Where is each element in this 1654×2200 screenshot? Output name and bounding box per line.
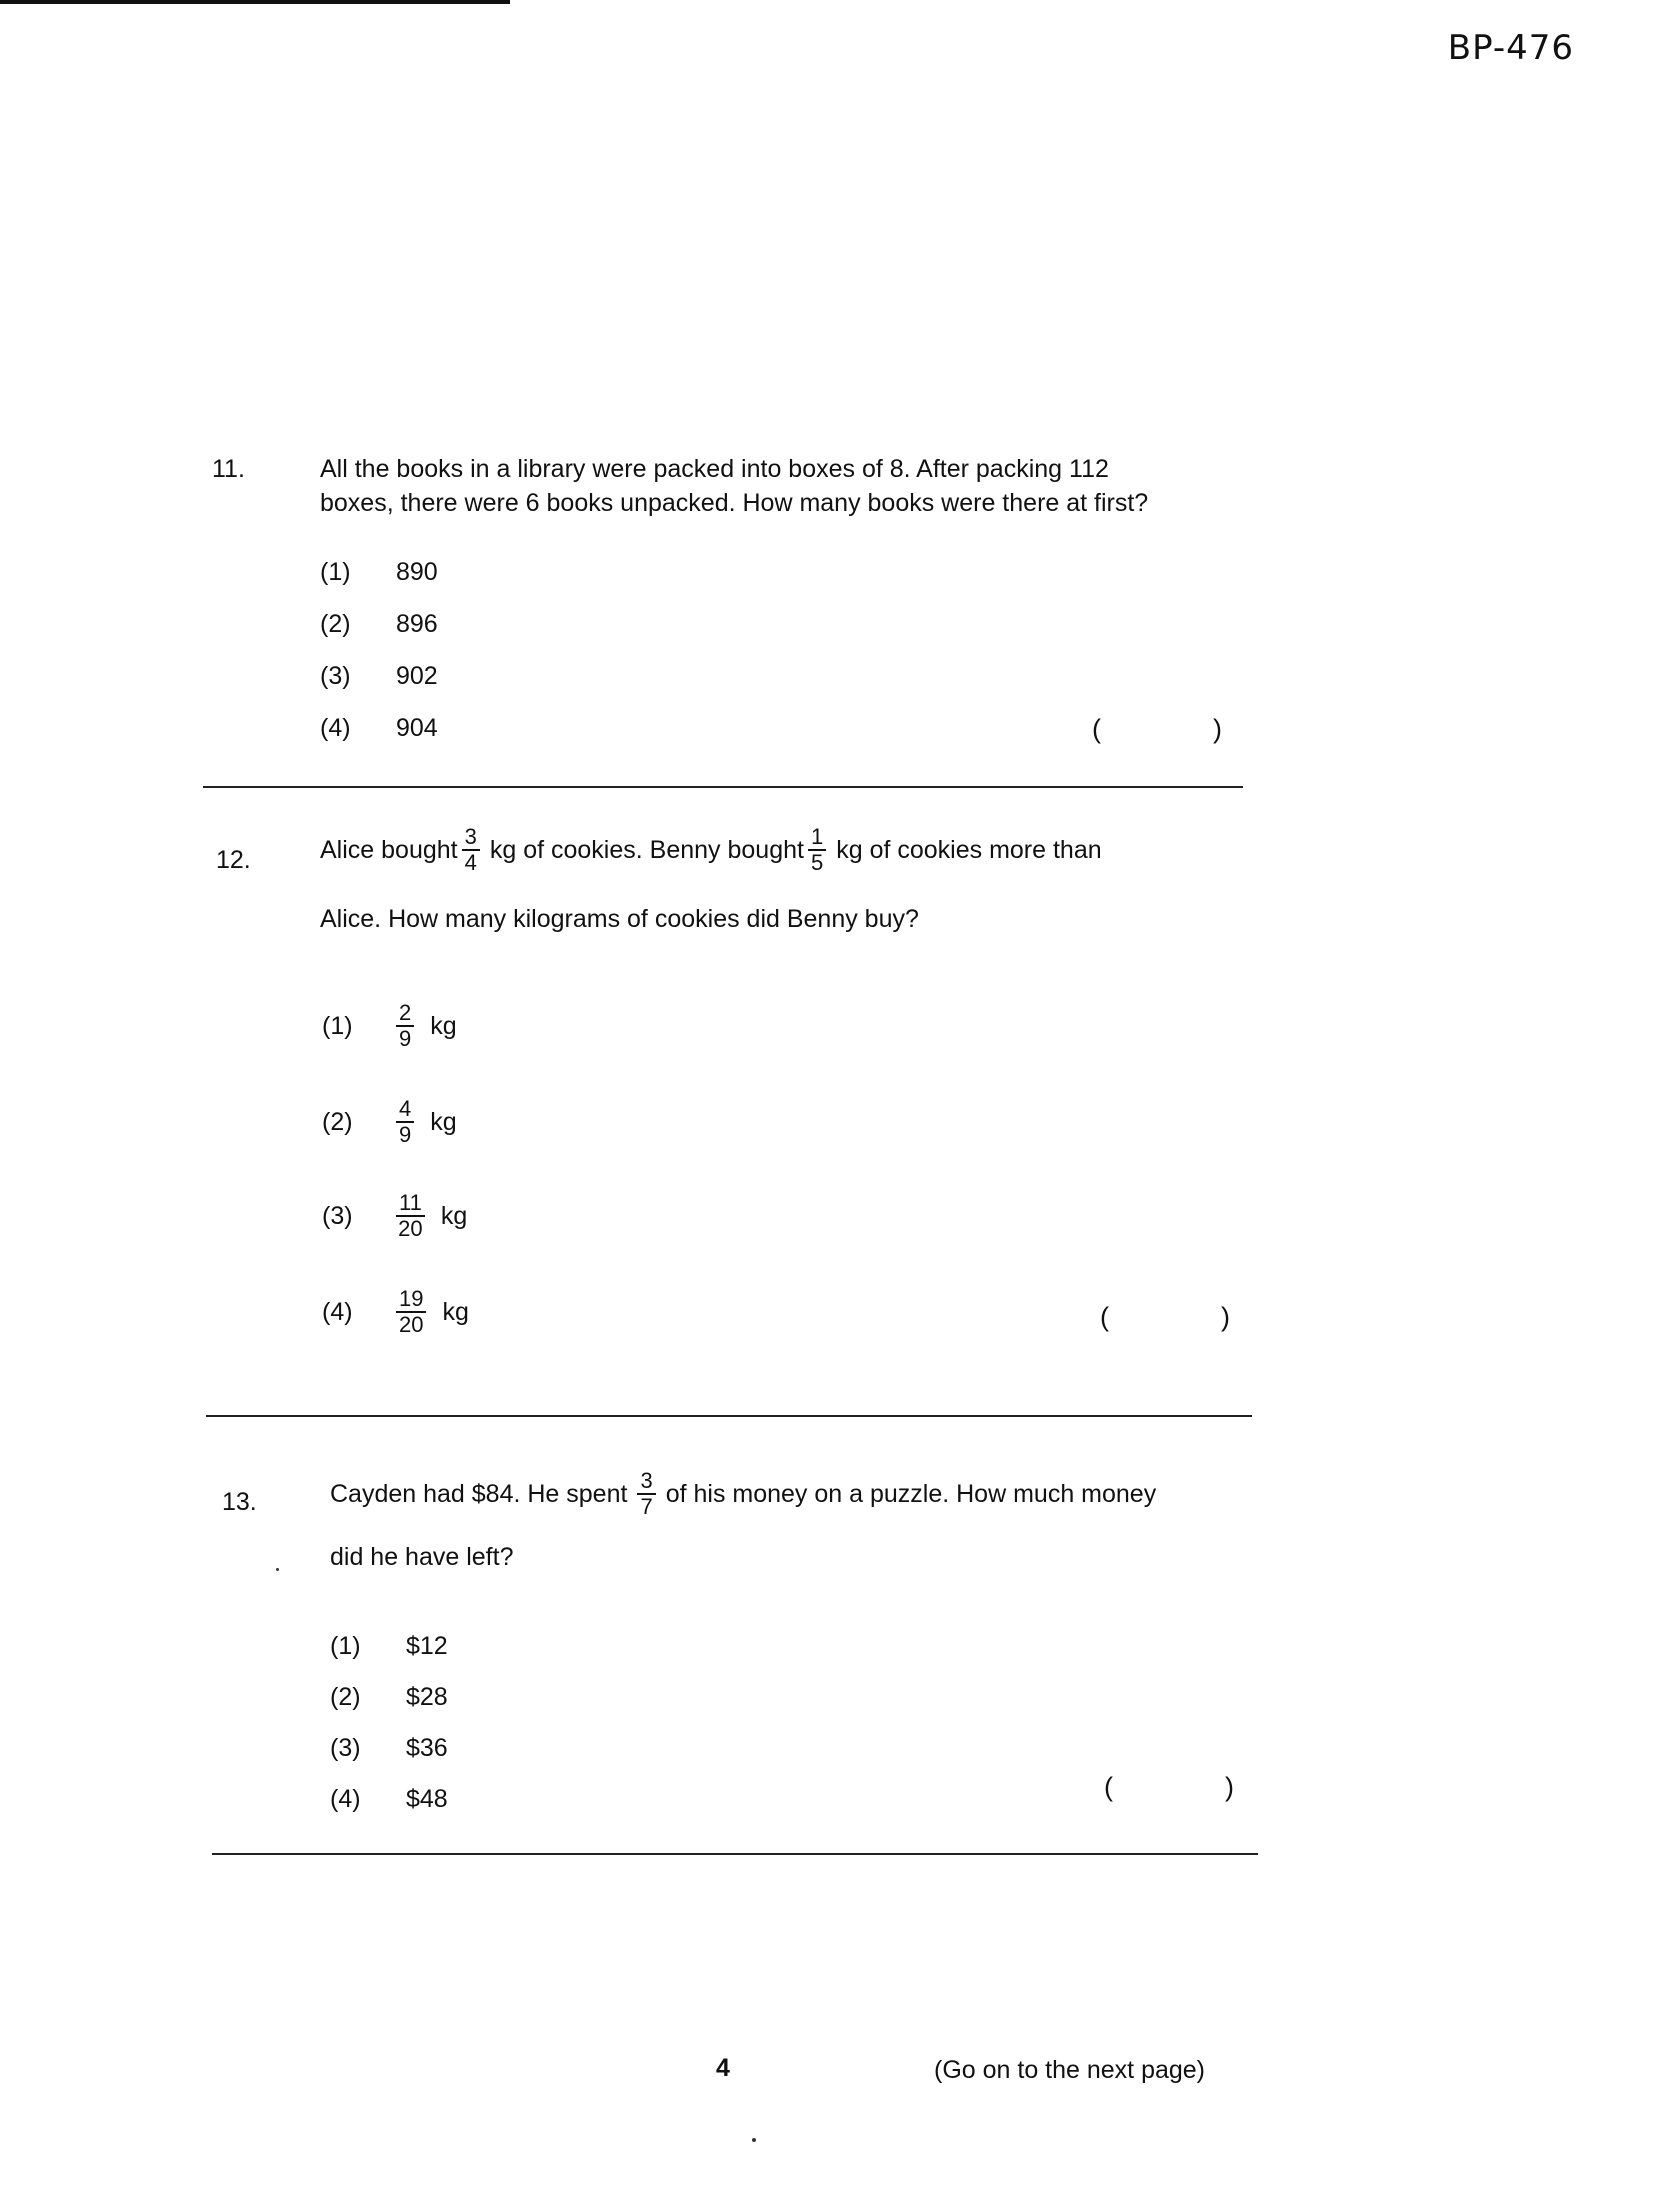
scan-speck [752, 2138, 756, 2142]
option-unit: kg [440, 1201, 468, 1230]
q11-option-1[interactable] [320, 558, 438, 587]
continue-note: (Go on to the next page) [934, 2056, 1206, 2084]
option-value: $36 [406, 1734, 448, 1762]
q12-option-4[interactable] [322, 1288, 469, 1336]
question-12-number: 12. [216, 846, 251, 874]
option-label: (1) [330, 1632, 361, 1660]
option-value: 904 [396, 714, 438, 742]
q13-text-part-2: of his money on a puzzle. How much money [665, 1480, 1157, 1508]
option-fraction [396, 1192, 425, 1240]
question-13-line-1 [330, 1470, 1156, 1518]
q11-option-2[interactable] [320, 610, 438, 639]
q13-text-part-1: Cayden had $84. He spent [330, 1480, 628, 1508]
fraction-one-fifth [808, 826, 826, 874]
fraction-three-sevenths [637, 1470, 655, 1518]
q12-option-2[interactable] [322, 1098, 457, 1146]
question-11-line-1: All the books in a library were packed into boxes of 8. After packing 112 [320, 455, 1109, 483]
option-value: 902 [396, 662, 438, 690]
option-value: $28 [406, 1683, 448, 1711]
numerator: 11 [396, 1192, 425, 1217]
question-12-line-1 [320, 826, 1102, 874]
option-fraction [396, 1098, 414, 1146]
denominator: 9 [399, 1122, 412, 1147]
question-12-line-2: Alice. How many kilograms of cookies did Benny buy? [320, 905, 919, 933]
question-11-line-2: boxes, there were 6 books unpacked. How many books were there at first? [320, 489, 1149, 517]
q13-option-2[interactable] [330, 1683, 448, 1712]
option-label: (2) [320, 610, 351, 638]
q12-option-1[interactable] [322, 1002, 457, 1050]
option-fraction [396, 1288, 426, 1336]
option-value: $48 [406, 1785, 448, 1813]
option-unit: kg [442, 1297, 469, 1326]
option-label: (3) [322, 1201, 353, 1230]
q12-answer-bracket[interactable] [1100, 1302, 1230, 1333]
option-label: (1) [320, 558, 351, 586]
question-13-number: 13. [222, 1488, 257, 1516]
q12-text-part-1: Alice bought [320, 836, 458, 864]
q12-text-part-2: kg of cookies. Benny bought [489, 836, 804, 864]
option-label: (2) [330, 1683, 361, 1711]
denominator: 9 [399, 1026, 412, 1051]
question-11-text [320, 452, 1148, 520]
option-label: (4) [320, 714, 351, 742]
option-label: (2) [322, 1107, 353, 1136]
option-label: (4) [330, 1785, 361, 1813]
option-value: 896 [396, 610, 438, 638]
separator-rule-2 [206, 1415, 1252, 1417]
option-value: 890 [396, 558, 438, 586]
q13-option-3[interactable] [330, 1734, 448, 1763]
bracket-close: ) [1213, 714, 1222, 744]
numerator: 1 [808, 826, 826, 851]
top-edge-line [0, 0, 510, 4]
option-label: (1) [322, 1011, 353, 1040]
denominator: 7 [640, 1494, 653, 1519]
bracket-open: ( [1104, 1772, 1113, 1802]
q12-text-part-3: kg of cookies more than [836, 836, 1102, 864]
option-value: $12 [406, 1632, 448, 1660]
q12-option-3[interactable] [322, 1192, 467, 1240]
option-label: (3) [320, 662, 351, 690]
paper-code: BP-476 [1447, 28, 1574, 68]
denominator: 20 [398, 1216, 423, 1241]
denominator: 5 [810, 850, 824, 875]
denominator: 4 [464, 850, 477, 875]
page-number: 4 [716, 2054, 730, 2082]
bracket-open: ( [1100, 1302, 1109, 1332]
q13-option-4[interactable] [330, 1785, 448, 1814]
scan-speck [276, 1568, 279, 1571]
q11-answer-bracket[interactable] [1092, 714, 1222, 745]
separator-rule-3 [212, 1853, 1258, 1855]
q11-option-4[interactable] [320, 714, 438, 743]
fraction-three-quarters [462, 826, 480, 874]
q13-answer-bracket[interactable] [1104, 1772, 1234, 1803]
question-13-line-2: did he have left? [330, 1543, 514, 1571]
option-fraction [396, 1002, 414, 1050]
q11-option-3[interactable] [320, 662, 438, 691]
q13-option-1[interactable] [330, 1632, 448, 1661]
bracket-close: ) [1221, 1302, 1230, 1332]
option-label: (4) [322, 1297, 353, 1326]
bracket-open: ( [1092, 714, 1101, 744]
numerator: 19 [396, 1288, 426, 1313]
denominator: 20 [399, 1312, 424, 1337]
question-11-number: 11. [212, 455, 245, 483]
numerator: 3 [637, 1470, 655, 1495]
option-unit: kg [430, 1011, 457, 1040]
option-label: (3) [330, 1734, 361, 1762]
numerator: 4 [396, 1098, 414, 1123]
bracket-close: ) [1225, 1772, 1234, 1802]
option-unit: kg [430, 1107, 457, 1136]
numerator: 3 [462, 826, 480, 851]
separator-rule-1 [203, 786, 1243, 788]
numerator: 2 [396, 1002, 414, 1027]
